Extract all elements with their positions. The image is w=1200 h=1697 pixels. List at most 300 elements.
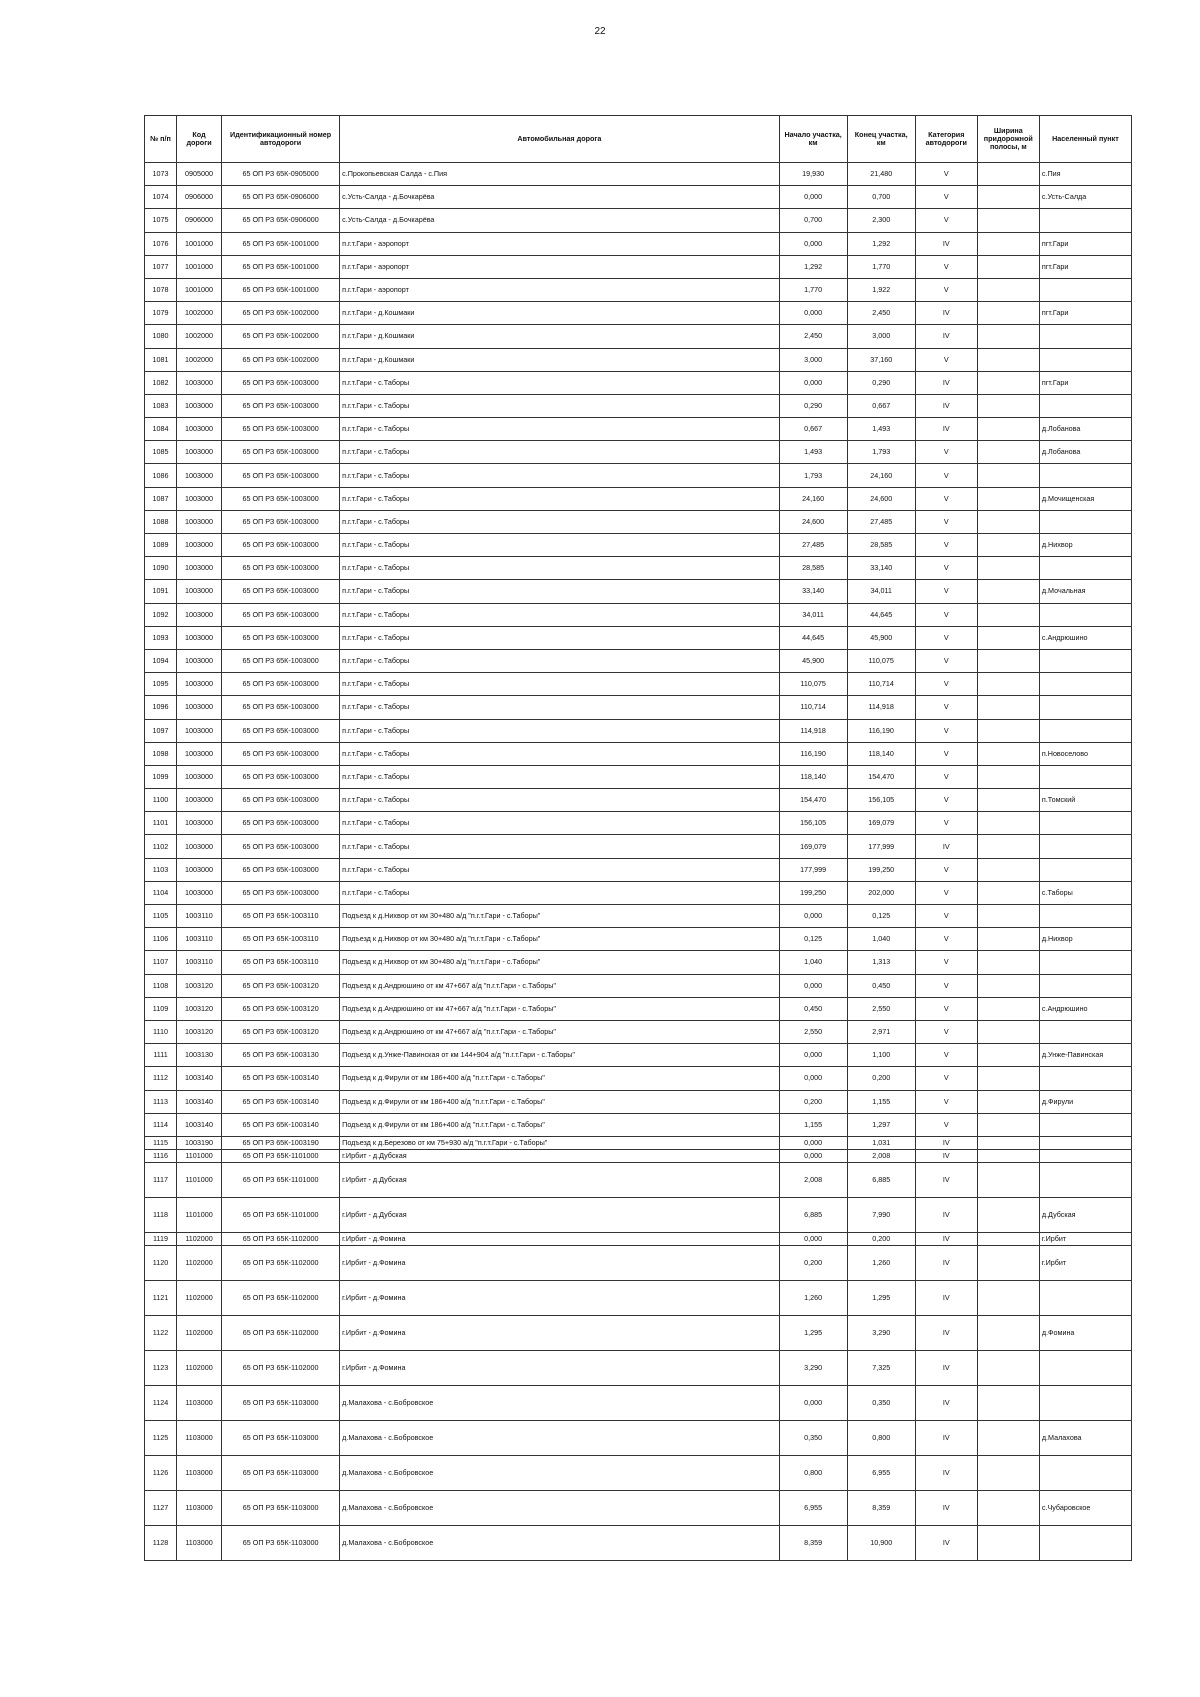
section-end-cell: 0,800 [847, 1420, 915, 1455]
identification-number-cell: 65 ОП РЗ 65К-1102000 [222, 1232, 340, 1245]
table-row [145, 232, 1132, 255]
settlement-cell: п.Новоселово [1039, 742, 1131, 765]
road-code-cell: 1003110 [177, 928, 222, 951]
row-number-cell: 1120 [145, 1245, 177, 1280]
section-end-cell: 0,200 [847, 1232, 915, 1245]
roadside-width-cell [977, 1067, 1039, 1090]
table-row [145, 1067, 1132, 1090]
road-category-cell: IV [915, 835, 977, 858]
road-category-cell: V [915, 719, 977, 742]
roadside-width-cell [977, 580, 1039, 603]
settlement-cell: д.Мочищенская [1039, 487, 1131, 510]
identification-number-cell: 65 ОП РЗ 65К-1003110 [222, 951, 340, 974]
section-end-cell: 0,667 [847, 394, 915, 417]
table-row [145, 649, 1132, 672]
identification-number-cell: 65 ОП РЗ 65К-1102000 [222, 1280, 340, 1315]
road-code-cell: 1101000 [177, 1149, 222, 1162]
identification-number-cell: 65 ОП РЗ 65К-1101000 [222, 1149, 340, 1162]
row-number-cell: 1112 [145, 1067, 177, 1090]
identification-number-cell: 65 ОП РЗ 65К-1003000 [222, 418, 340, 441]
table-row [145, 1280, 1132, 1315]
section-start-cell: 1,770 [779, 278, 847, 301]
road-name-cell: п.г.т.Гари - аэропорт [340, 232, 779, 255]
row-number-cell: 1092 [145, 603, 177, 626]
roadside-width-cell [977, 209, 1039, 232]
settlement-cell [1039, 209, 1131, 232]
roadside-width-cell [977, 487, 1039, 510]
road-name-cell: п.г.т.Гари - аэропорт [340, 278, 779, 301]
row-number-cell: 1095 [145, 673, 177, 696]
section-start-cell: 24,600 [779, 510, 847, 533]
section-start-cell: 154,470 [779, 789, 847, 812]
table-row [145, 1149, 1132, 1162]
road-category-cell: V [915, 255, 977, 278]
road-code-cell: 1103000 [177, 1490, 222, 1525]
roadside-width-cell [977, 1197, 1039, 1232]
row-number-cell: 1119 [145, 1232, 177, 1245]
road-category-cell: IV [915, 1490, 977, 1525]
row-number-cell: 1096 [145, 696, 177, 719]
table-row [145, 881, 1132, 904]
road-category-cell: V [915, 487, 977, 510]
settlement-cell: п.Томский [1039, 789, 1131, 812]
road-code-cell: 1003000 [177, 719, 222, 742]
section-end-cell: 3,290 [847, 1315, 915, 1350]
road-code-cell: 1102000 [177, 1245, 222, 1280]
road-name-cell: Подъезд к д.Андрюшино от км 47+667 а/д "п.г.т.Гари - с.Таборы" [340, 974, 779, 997]
road-category-cell: IV [915, 325, 977, 348]
road-category-cell: IV [915, 302, 977, 325]
road-name-cell: п.г.т.Гари - с.Таборы [340, 371, 779, 394]
road-name-cell: п.г.т.Гари - с.Таборы [340, 418, 779, 441]
roadside-width-cell [977, 1149, 1039, 1162]
section-start-cell: 6,955 [779, 1490, 847, 1525]
section-end-cell: 156,105 [847, 789, 915, 812]
road-code-cell: 1003110 [177, 905, 222, 928]
settlement-cell: д.Фомина [1039, 1315, 1131, 1350]
header-road-code: Код дороги [177, 116, 222, 163]
settlement-cell [1039, 1455, 1131, 1490]
settlement-cell [1039, 510, 1131, 533]
section-start-cell: 1,493 [779, 441, 847, 464]
section-start-cell: 0,000 [779, 371, 847, 394]
section-end-cell: 199,250 [847, 858, 915, 881]
roadside-width-cell [977, 186, 1039, 209]
row-number-cell: 1087 [145, 487, 177, 510]
section-end-cell: 1,260 [847, 1245, 915, 1280]
section-end-cell: 21,480 [847, 163, 915, 186]
road-name-cell: п.г.т.Гари - с.Таборы [340, 719, 779, 742]
roadside-width-cell [977, 510, 1039, 533]
header-settlement: Населенный пункт [1039, 116, 1131, 163]
identification-number-cell: 65 ОП РЗ 65К-1003000 [222, 765, 340, 788]
road-category-cell: V [915, 881, 977, 904]
road-name-cell: п.г.т.Гари - д.Кошмаки [340, 302, 779, 325]
section-start-cell: 0,000 [779, 974, 847, 997]
identification-number-cell: 65 ОП РЗ 65К-1001000 [222, 232, 340, 255]
section-start-cell: 0,800 [779, 1455, 847, 1490]
settlement-cell [1039, 696, 1131, 719]
settlement-cell [1039, 394, 1131, 417]
road-name-cell: г.Ирбит - д.Фомина [340, 1245, 779, 1280]
road-category-cell: V [915, 510, 977, 533]
section-start-cell: 1,295 [779, 1315, 847, 1350]
table-row [145, 719, 1132, 742]
table-row [145, 510, 1132, 533]
settlement-cell [1039, 1525, 1131, 1560]
header-roadside-width: Ширина придорожной полосы, м [977, 116, 1039, 163]
roadside-width-cell [977, 626, 1039, 649]
road-name-cell: п.г.т.Гари - с.Таборы [340, 510, 779, 533]
section-start-cell: 0,000 [779, 1136, 847, 1149]
identification-number-cell: 65 ОП РЗ 65К-1003190 [222, 1136, 340, 1149]
roadside-width-cell [977, 928, 1039, 951]
road-category-cell: V [915, 1090, 977, 1113]
roadside-width-cell [977, 232, 1039, 255]
road-category-cell: V [915, 742, 977, 765]
table-row [145, 951, 1132, 974]
roadside-width-cell [977, 1162, 1039, 1197]
section-end-cell: 0,700 [847, 186, 915, 209]
road-name-cell: п.г.т.Гари - д.Кошмаки [340, 325, 779, 348]
table-row [145, 441, 1132, 464]
road-name-cell: п.г.т.Гари - с.Таборы [340, 696, 779, 719]
identification-number-cell: 65 ОП РЗ 65К-1003000 [222, 742, 340, 765]
road-category-cell: V [915, 534, 977, 557]
row-number-cell: 1110 [145, 1020, 177, 1043]
row-number-cell: 1105 [145, 905, 177, 928]
section-end-cell: 0,200 [847, 1067, 915, 1090]
road-category-cell: V [915, 441, 977, 464]
section-start-cell: 1,040 [779, 951, 847, 974]
settlement-cell: д.Лобанова [1039, 441, 1131, 464]
roadside-width-cell [977, 1136, 1039, 1149]
road-category-cell: V [915, 696, 977, 719]
table-row [145, 325, 1132, 348]
section-start-cell: 156,105 [779, 812, 847, 835]
row-number-cell: 1082 [145, 371, 177, 394]
road-category-cell: V [915, 348, 977, 371]
table-row [145, 1455, 1132, 1490]
section-start-cell: 19,930 [779, 163, 847, 186]
road-name-cell: п.г.т.Гари - с.Таборы [340, 881, 779, 904]
row-number-cell: 1093 [145, 626, 177, 649]
row-number-cell: 1117 [145, 1162, 177, 1197]
section-end-cell: 1,770 [847, 255, 915, 278]
table-header-row [145, 116, 1132, 163]
row-number-cell: 1100 [145, 789, 177, 812]
identification-number-cell: 65 ОП РЗ 65К-1001000 [222, 278, 340, 301]
section-end-cell: 10,900 [847, 1525, 915, 1560]
identification-number-cell: 65 ОП РЗ 65К-1102000 [222, 1245, 340, 1280]
section-end-cell: 33,140 [847, 557, 915, 580]
roadside-width-cell [977, 719, 1039, 742]
table-row [145, 603, 1132, 626]
table-body [145, 163, 1132, 1561]
identification-number-cell: 65 ОП РЗ 65К-1003140 [222, 1113, 340, 1136]
settlement-cell: д.Нихвор [1039, 534, 1131, 557]
identification-number-cell: 65 ОП РЗ 65К-1003140 [222, 1067, 340, 1090]
settlement-cell: д.Малахова [1039, 1420, 1131, 1455]
table-row [145, 487, 1132, 510]
road-code-cell: 0905000 [177, 163, 222, 186]
settlement-cell: пгт.Гари [1039, 255, 1131, 278]
table-row [145, 835, 1132, 858]
road-code-cell: 1003000 [177, 765, 222, 788]
row-number-cell: 1107 [145, 951, 177, 974]
roadside-width-cell [977, 1385, 1039, 1420]
road-category-cell: V [915, 812, 977, 835]
identification-number-cell: 65 ОП РЗ 65К-1003000 [222, 487, 340, 510]
identification-number-cell: 65 ОП РЗ 65К-1003120 [222, 974, 340, 997]
road-code-cell: 1003000 [177, 418, 222, 441]
road-code-cell: 1003140 [177, 1090, 222, 1113]
road-category-cell: V [915, 673, 977, 696]
settlement-cell: с.Чубаровское [1039, 1490, 1131, 1525]
section-start-cell: 8,359 [779, 1525, 847, 1560]
section-start-cell: 0,000 [779, 186, 847, 209]
roadside-width-cell [977, 1113, 1039, 1136]
table-row [145, 1090, 1132, 1113]
road-category-cell: IV [915, 1350, 977, 1385]
settlement-cell: пгт.Гари [1039, 371, 1131, 394]
settlement-cell [1039, 557, 1131, 580]
road-category-cell: IV [915, 1420, 977, 1455]
settlement-cell [1039, 974, 1131, 997]
row-number-cell: 1090 [145, 557, 177, 580]
road-category-cell: IV [915, 1525, 977, 1560]
road-category-cell: IV [915, 1149, 977, 1162]
table-row [145, 765, 1132, 788]
row-number-cell: 1102 [145, 835, 177, 858]
settlement-cell [1039, 1020, 1131, 1043]
table-row [145, 626, 1132, 649]
roadside-width-cell [977, 997, 1039, 1020]
road-name-cell: Подъезд к д.Нихвор от км 30+480 а/д "п.г.т.Гари - с.Таборы" [340, 928, 779, 951]
table-row [145, 696, 1132, 719]
section-end-cell: 27,485 [847, 510, 915, 533]
identification-number-cell: 65 ОП РЗ 65К-1003000 [222, 557, 340, 580]
section-end-cell: 1,493 [847, 418, 915, 441]
roadside-width-cell [977, 1350, 1039, 1385]
row-number-cell: 1098 [145, 742, 177, 765]
road-code-cell: 1003000 [177, 371, 222, 394]
section-start-cell: 1,260 [779, 1280, 847, 1315]
road-name-cell: Подъезд к д.Березово от км 75+930 а/д "п.г.т.Гари - с.Таборы" [340, 1136, 779, 1149]
row-number-cell: 1121 [145, 1280, 177, 1315]
section-end-cell: 1,100 [847, 1044, 915, 1067]
table-row [145, 464, 1132, 487]
section-start-cell: 0,000 [779, 302, 847, 325]
section-start-cell: 0,000 [779, 1385, 847, 1420]
section-start-cell: 114,918 [779, 719, 847, 742]
road-code-cell: 0906000 [177, 186, 222, 209]
road-name-cell: д.Малахова - с.Бобровское [340, 1525, 779, 1560]
road-code-cell: 1102000 [177, 1315, 222, 1350]
roadside-width-cell [977, 1280, 1039, 1315]
section-end-cell: 110,075 [847, 649, 915, 672]
settlement-cell [1039, 1136, 1131, 1149]
road-name-cell: д.Малахова - с.Бобровское [340, 1385, 779, 1420]
header-road-category: Категория автодороги [915, 116, 977, 163]
row-number-cell: 1084 [145, 418, 177, 441]
road-category-cell: V [915, 603, 977, 626]
section-end-cell: 2,971 [847, 1020, 915, 1043]
table-row [145, 1350, 1132, 1385]
section-end-cell: 1,155 [847, 1090, 915, 1113]
road-code-cell: 1001000 [177, 255, 222, 278]
identification-number-cell: 65 ОП РЗ 65К-1003000 [222, 603, 340, 626]
row-number-cell: 1114 [145, 1113, 177, 1136]
road-name-cell: п.г.т.Гари - с.Таборы [340, 742, 779, 765]
settlement-cell [1039, 1149, 1131, 1162]
row-number-cell: 1085 [145, 441, 177, 464]
section-start-cell: 1,155 [779, 1113, 847, 1136]
settlement-cell: д.Нихвор [1039, 928, 1131, 951]
road-category-cell: IV [915, 418, 977, 441]
road-code-cell: 1101000 [177, 1162, 222, 1197]
section-end-cell: 1,313 [847, 951, 915, 974]
row-number-cell: 1127 [145, 1490, 177, 1525]
section-end-cell: 3,000 [847, 325, 915, 348]
roadside-width-cell [977, 441, 1039, 464]
road-category-cell: V [915, 858, 977, 881]
section-end-cell: 202,000 [847, 881, 915, 904]
road-code-cell: 1003000 [177, 812, 222, 835]
roadside-width-cell [977, 1420, 1039, 1455]
section-end-cell: 6,885 [847, 1162, 915, 1197]
settlement-cell: д.Лобанова [1039, 418, 1131, 441]
section-start-cell: 2,008 [779, 1162, 847, 1197]
section-end-cell: 1,292 [847, 232, 915, 255]
road-code-cell: 1003000 [177, 487, 222, 510]
road-name-cell: п.г.т.Гари - с.Таборы [340, 394, 779, 417]
roadside-width-cell [977, 418, 1039, 441]
road-name-cell: п.г.т.Гари - с.Таборы [340, 534, 779, 557]
row-number-cell: 1108 [145, 974, 177, 997]
settlement-cell: д.Унже-Павинская [1039, 1044, 1131, 1067]
road-category-cell: IV [915, 1280, 977, 1315]
row-number-cell: 1094 [145, 649, 177, 672]
section-start-cell: 0,200 [779, 1245, 847, 1280]
settlement-cell: д.Фирули [1039, 1090, 1131, 1113]
section-end-cell: 7,990 [847, 1197, 915, 1232]
section-start-cell: 0,667 [779, 418, 847, 441]
road-code-cell: 0906000 [177, 209, 222, 232]
road-code-cell: 1003000 [177, 441, 222, 464]
settlement-cell [1039, 1113, 1131, 1136]
settlement-cell: с.Таборы [1039, 881, 1131, 904]
section-end-cell: 1,040 [847, 928, 915, 951]
road-code-cell: 1003000 [177, 881, 222, 904]
table-row [145, 789, 1132, 812]
road-name-cell: Подъезд к д.Андрюшино от км 47+667 а/д "п.г.т.Гари - с.Таборы" [340, 1020, 779, 1043]
row-number-cell: 1106 [145, 928, 177, 951]
road-category-cell: V [915, 163, 977, 186]
road-name-cell: д.Малахова - с.Бобровское [340, 1420, 779, 1455]
road-code-cell: 1102000 [177, 1280, 222, 1315]
roadside-width-cell [977, 905, 1039, 928]
road-name-cell: п.г.т.Гари - с.Таборы [340, 487, 779, 510]
section-end-cell: 1,031 [847, 1136, 915, 1149]
section-start-cell: 45,900 [779, 649, 847, 672]
road-name-cell: п.г.т.Гари - с.Таборы [340, 765, 779, 788]
section-end-cell: 24,600 [847, 487, 915, 510]
identification-number-cell: 65 ОП РЗ 65К-1003120 [222, 1020, 340, 1043]
roadside-width-cell [977, 673, 1039, 696]
identification-number-cell: 65 ОП РЗ 65К-0905000 [222, 163, 340, 186]
identification-number-cell: 65 ОП РЗ 65К-1003000 [222, 626, 340, 649]
section-end-cell: 6,955 [847, 1455, 915, 1490]
table-row [145, 209, 1132, 232]
section-end-cell: 154,470 [847, 765, 915, 788]
row-number-cell: 1076 [145, 232, 177, 255]
settlement-cell: д.Дубская [1039, 1197, 1131, 1232]
road-code-cell: 1002000 [177, 302, 222, 325]
settlement-cell [1039, 905, 1131, 928]
table-row [145, 255, 1132, 278]
road-name-cell: г.Ирбит - д.Фомина [340, 1232, 779, 1245]
section-start-cell: 110,714 [779, 696, 847, 719]
identification-number-cell: 65 ОП РЗ 65К-1003140 [222, 1090, 340, 1113]
table-row [145, 1245, 1132, 1280]
identification-number-cell: 65 ОП РЗ 65К-1003000 [222, 464, 340, 487]
road-name-cell: Подъезд к д.Фирули от км 186+400 а/д "п.г.т.Гари - с.Таборы" [340, 1113, 779, 1136]
section-start-cell: 28,585 [779, 557, 847, 580]
section-end-cell: 24,160 [847, 464, 915, 487]
road-category-cell: IV [915, 1197, 977, 1232]
table-row [145, 1044, 1132, 1067]
row-number-cell: 1113 [145, 1090, 177, 1113]
table-row [145, 1232, 1132, 1245]
row-number-cell: 1124 [145, 1385, 177, 1420]
road-name-cell: п.г.т.Гари - с.Таборы [340, 603, 779, 626]
header-section-end: Конец участка, км [847, 116, 915, 163]
row-number-cell: 1078 [145, 278, 177, 301]
settlement-cell: г.Ирбит [1039, 1232, 1131, 1245]
table-row [145, 997, 1132, 1020]
road-category-cell: V [915, 580, 977, 603]
roadside-width-cell [977, 534, 1039, 557]
road-code-cell: 1003120 [177, 974, 222, 997]
road-name-cell: п.г.т.Гари - аэропорт [340, 255, 779, 278]
table-row [145, 1197, 1132, 1232]
roadside-width-cell [977, 1455, 1039, 1490]
road-category-cell: V [915, 789, 977, 812]
section-end-cell: 2,450 [847, 302, 915, 325]
row-number-cell: 1083 [145, 394, 177, 417]
section-start-cell: 24,160 [779, 487, 847, 510]
table-row [145, 1162, 1132, 1197]
roadside-width-cell [977, 348, 1039, 371]
section-end-cell: 7,325 [847, 1350, 915, 1385]
road-name-cell: с.Усть-Салда - д.Бочкарёва [340, 209, 779, 232]
road-name-cell: д.Малахова - с.Бобровское [340, 1455, 779, 1490]
section-start-cell: 110,075 [779, 673, 847, 696]
section-end-cell: 114,918 [847, 696, 915, 719]
section-start-cell: 0,000 [779, 1044, 847, 1067]
row-number-cell: 1123 [145, 1350, 177, 1385]
roadside-width-cell [977, 742, 1039, 765]
identification-number-cell: 65 ОП РЗ 65К-1003120 [222, 997, 340, 1020]
road-category-cell: IV [915, 1455, 977, 1490]
identification-number-cell: 65 ОП РЗ 65К-1003000 [222, 719, 340, 742]
settlement-cell [1039, 765, 1131, 788]
road-code-cell: 1003120 [177, 1020, 222, 1043]
road-name-cell: п.г.т.Гари - с.Таборы [340, 580, 779, 603]
roadside-width-cell [977, 464, 1039, 487]
road-code-cell: 1003000 [177, 649, 222, 672]
